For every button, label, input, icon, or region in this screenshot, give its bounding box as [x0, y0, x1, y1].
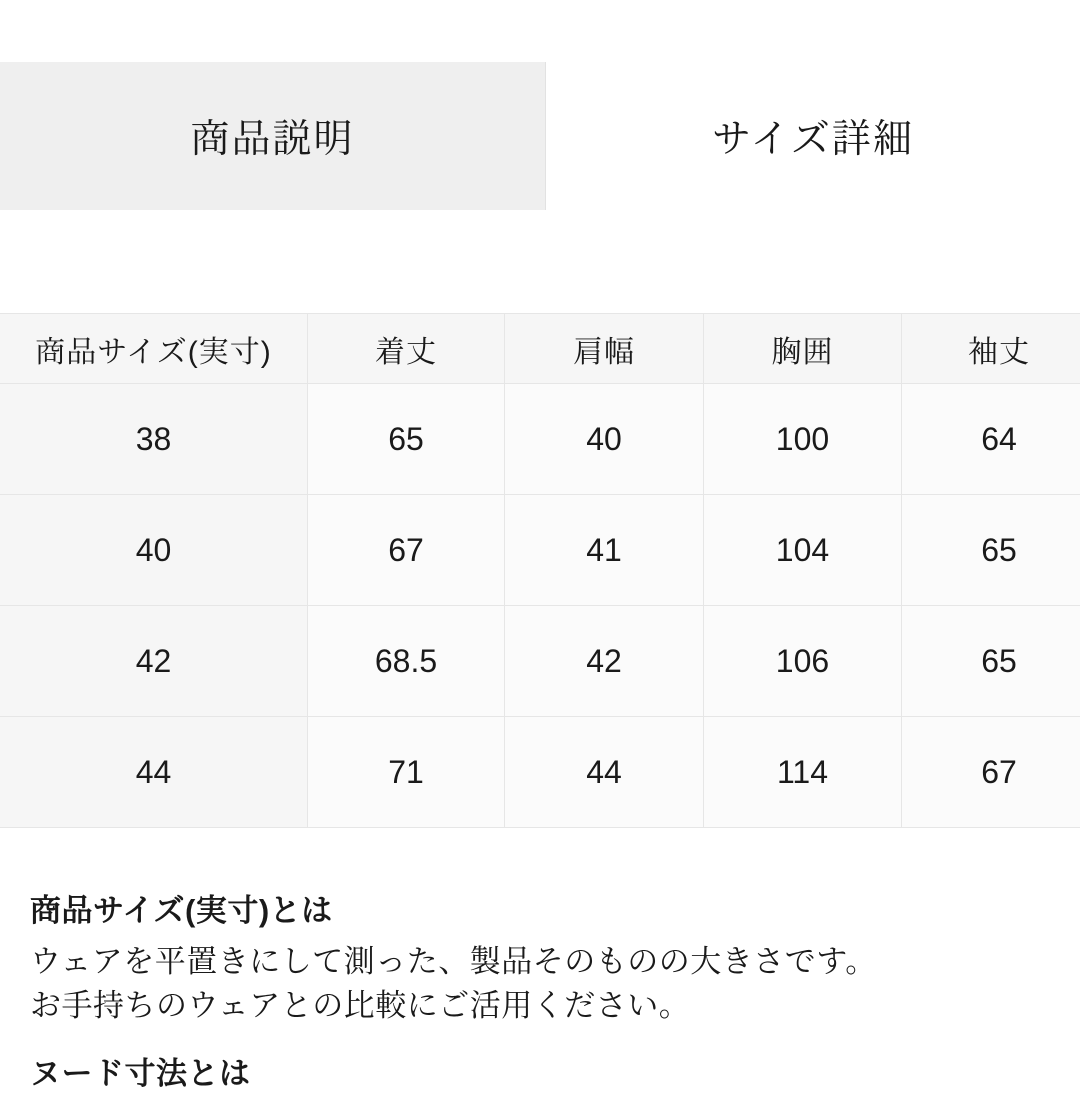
- header-cell-length: 着丈: [308, 314, 505, 384]
- size-table-container: [0, 313, 1080, 828]
- size-table-body: [0, 384, 1080, 828]
- header-cell-shoulder: 肩幅: [505, 314, 704, 384]
- cell-sleeve-42: 65: [902, 606, 1080, 717]
- cell-sleeve-38: 64: [902, 384, 1080, 495]
- cell-size-42: 42: [0, 606, 308, 717]
- tab-bar: [0, 62, 1080, 210]
- tab-size-detail[interactable]: [546, 62, 1080, 210]
- cell-sleeve-44: 67: [902, 717, 1080, 828]
- size-table-head: [0, 314, 1080, 384]
- cell-chest-42: 106: [704, 606, 902, 717]
- header-cell-measure-type: 商品サイズ(実寸): [0, 314, 308, 384]
- header-cell-chest: 胸囲: [704, 314, 902, 384]
- cell-chest-40: 104: [704, 495, 902, 606]
- header-cell-sleeve: 袖丈: [902, 314, 1080, 384]
- cell-length-44: 71: [308, 717, 505, 828]
- table-row: [0, 606, 1080, 717]
- cell-size-44: 44: [0, 717, 308, 828]
- table-header-row: [0, 314, 1080, 384]
- cell-size-38: 38: [0, 384, 308, 495]
- note-heading-actual-size: 商品サイズ(実寸)とは: [30, 890, 1060, 932]
- cell-length-40: 67: [308, 495, 505, 606]
- tab-size-detail-label: サイズ詳細: [712, 108, 914, 164]
- size-table: [0, 313, 1080, 828]
- cell-chest-38: 100: [704, 384, 902, 495]
- note-line-1: ウェアを平置きにして測った、製品そのものの大きさです。: [30, 940, 1060, 984]
- cell-size-40: 40: [0, 495, 308, 606]
- measurement-notes: [30, 890, 1060, 1094]
- tab-product-description[interactable]: [0, 62, 546, 210]
- table-row: [0, 384, 1080, 495]
- cell-shoulder-42: 42: [505, 606, 704, 717]
- tab-product-description-label: 商品説明: [190, 108, 354, 164]
- cell-shoulder-38: 40: [505, 384, 704, 495]
- cell-length-38: 65: [308, 384, 505, 495]
- table-row: [0, 495, 1080, 606]
- cell-length-42: 68.5: [308, 606, 505, 717]
- cell-shoulder-40: 41: [505, 495, 704, 606]
- table-row: [0, 717, 1080, 828]
- cell-sleeve-40: 65: [902, 495, 1080, 606]
- note-line-2: お手持ちのウェアとの比較にご活用ください。: [30, 984, 1060, 1028]
- cell-chest-44: 114: [704, 717, 902, 828]
- cell-shoulder-44: 44: [505, 717, 704, 828]
- note-heading-nude-size: ヌード寸法とは: [30, 1054, 1060, 1094]
